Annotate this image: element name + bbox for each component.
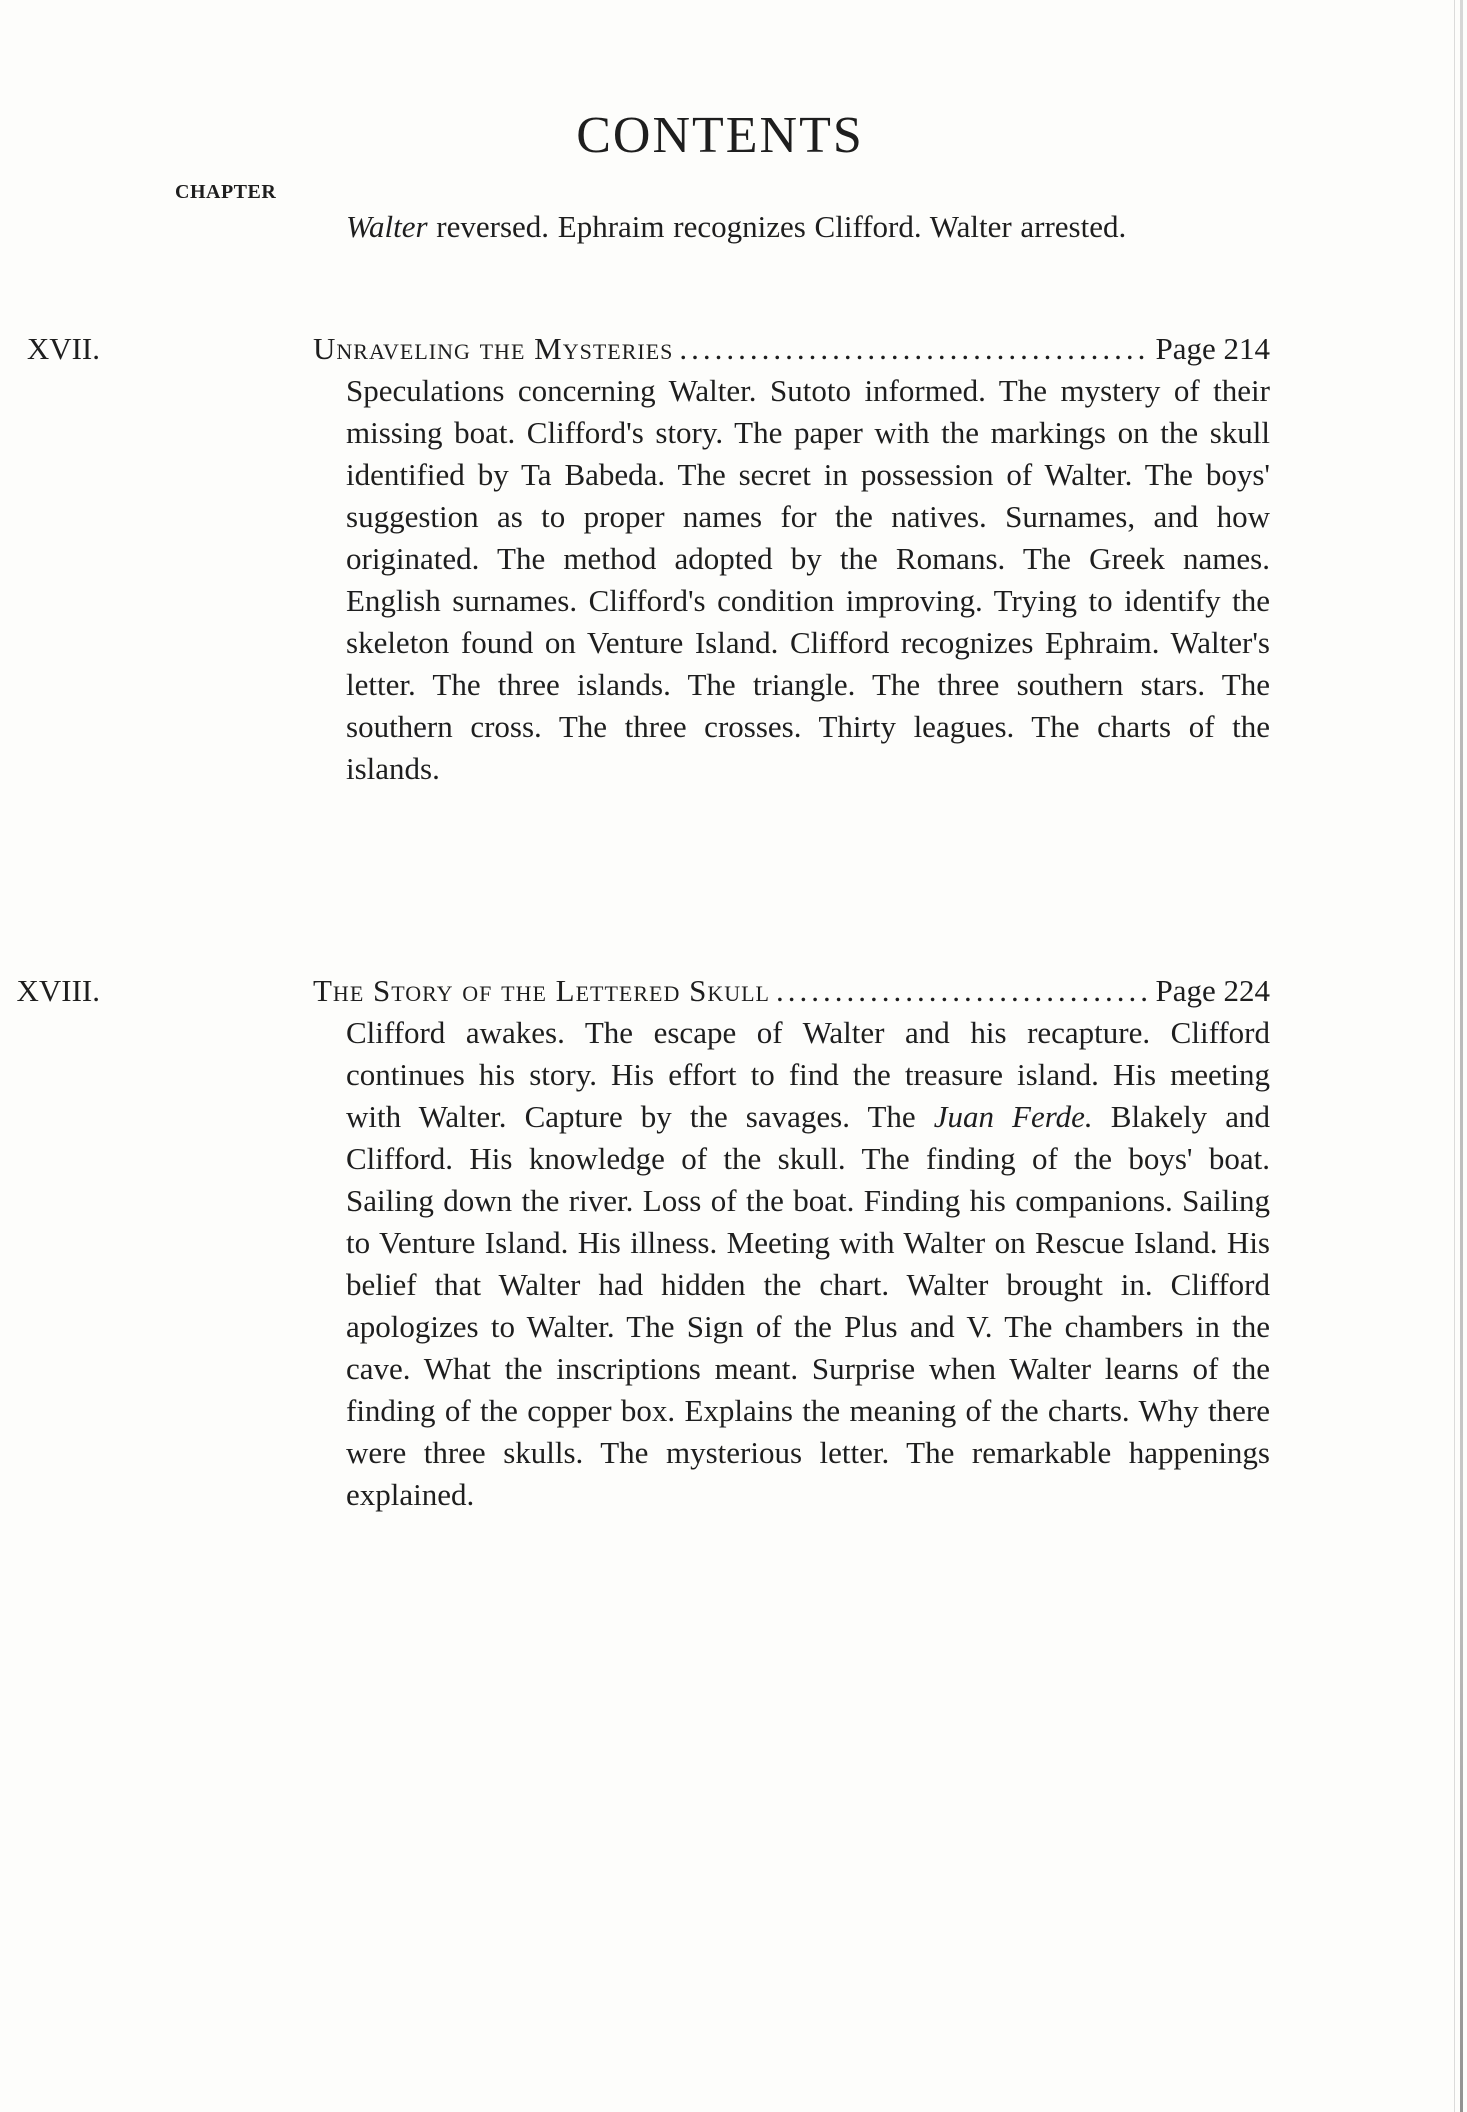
toc-entry-xvii-description: Speculations concerning Walter. Sutoto informed. The mystery of their missing boat. Clifford's story. The paper with the markings on the skull identified by Ta Babeda. The secret in possession of Walter. The boys' suggestion as to proper names for the natives. Surnames, and how originated. The method adopted by the Romans. The Greek names. English surnames. Clifford's condition improving. Trying to identify the skeleton found on Venture Island. Clifford recognizes Ephraim. Walter's letter. The three islands. The triangle. The three southern stars. The southern cross. The three crosses. Thirty leagues. The charts of the islands. — [346, 373, 1270, 786]
continued-description — [346, 206, 1270, 248]
continued-lead-italic: Walter — [346, 209, 428, 244]
chapter-numeral: XVIII. — [16, 973, 100, 1008]
page-title: CONTENTS — [576, 107, 864, 164]
toc-entry-xviii-description — [346, 1012, 1270, 1516]
dot-leader — [776, 970, 1149, 1012]
chapter-column-label: CHAPTER — [175, 181, 277, 203]
chapter-page-ref: Page 224 — [1155, 973, 1270, 1008]
chapter-title: The Story of the Lettered Skull — [313, 973, 770, 1008]
chapter-numeral: XVII. — [26, 331, 100, 366]
description-text-after: Blakely and Clifford. His knowledge of the skull. The finding of the boys' boat. Sailing down the river. Loss of the boat. Finding his companions. Sailing to Venture Island. His illness. Meeting with Walter on Rescue Island. His belief that Walter had hidden the chart. Walter brought in. Clifford apologizes to Walter. The Sign of the Plus and V. The chambers in the cave. What the inscriptions meant. Surprise when Walter learns of the finding of the copper box. Explains the meaning of the charts. Why there were three skulls. The mysterious letter. The remarkable happenings explained. — [346, 1099, 1271, 1512]
chapter-title: Unraveling the Mysteries — [313, 331, 674, 366]
page-binding-edge — [1460, 0, 1463, 2112]
page-binding-line — [1454, 0, 1455, 2112]
description-text-before: Clifford awakes. The escape of Walter and his recapture. Clifford continues his story. His effort to find the treasure island. His meeting with Walter. Capture by the savages. The — [346, 1015, 1270, 1134]
description-italic-ship-name: Juan Ferde. — [933, 1099, 1093, 1134]
chapter-page-ref: Page 214 — [1155, 331, 1270, 366]
continued-text: reversed. Ephraim recognizes Clifford. Walter arrested. — [436, 209, 1127, 244]
dot-leader — [679, 328, 1149, 370]
